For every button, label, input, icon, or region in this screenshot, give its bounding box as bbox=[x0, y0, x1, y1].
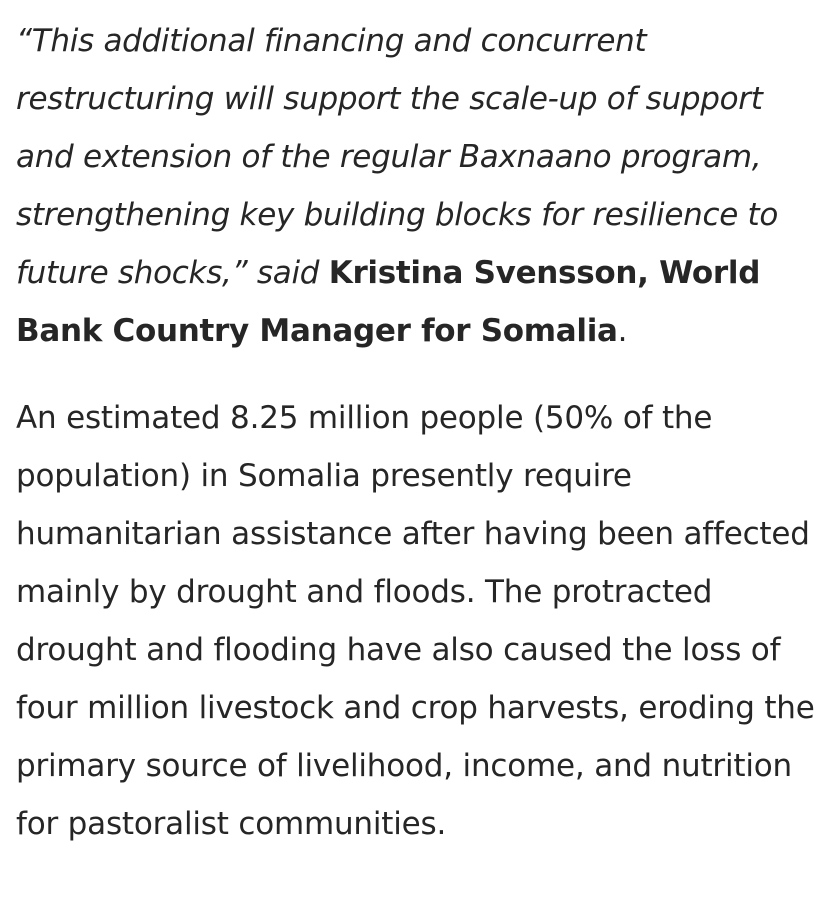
body-paragraph: An estimated 8.25 million people (50% of the population) in Somalia presently require humanitarian assistance after having been affected mainly by drought and floods. The protracted drought and flooding have also caused the loss of four million livestock and crop harvests, eroding the primary source of livelihood, income, and nutrition for pastoralist communities. bbox=[16, 400, 815, 842]
quote-end-punctuation: . bbox=[617, 313, 628, 349]
speaker-name: Kristina Svensson, World Bank Country Manager for Somalia bbox=[16, 255, 761, 349]
quote-text: “This additional financing and concurrent restructuring will support the scale-up of support and extension of the regular Baxnaano program, strengthening key building blocks for resilience to future shocks,” said bbox=[16, 23, 779, 291]
quote-paragraph bbox=[16, 12, 816, 360]
